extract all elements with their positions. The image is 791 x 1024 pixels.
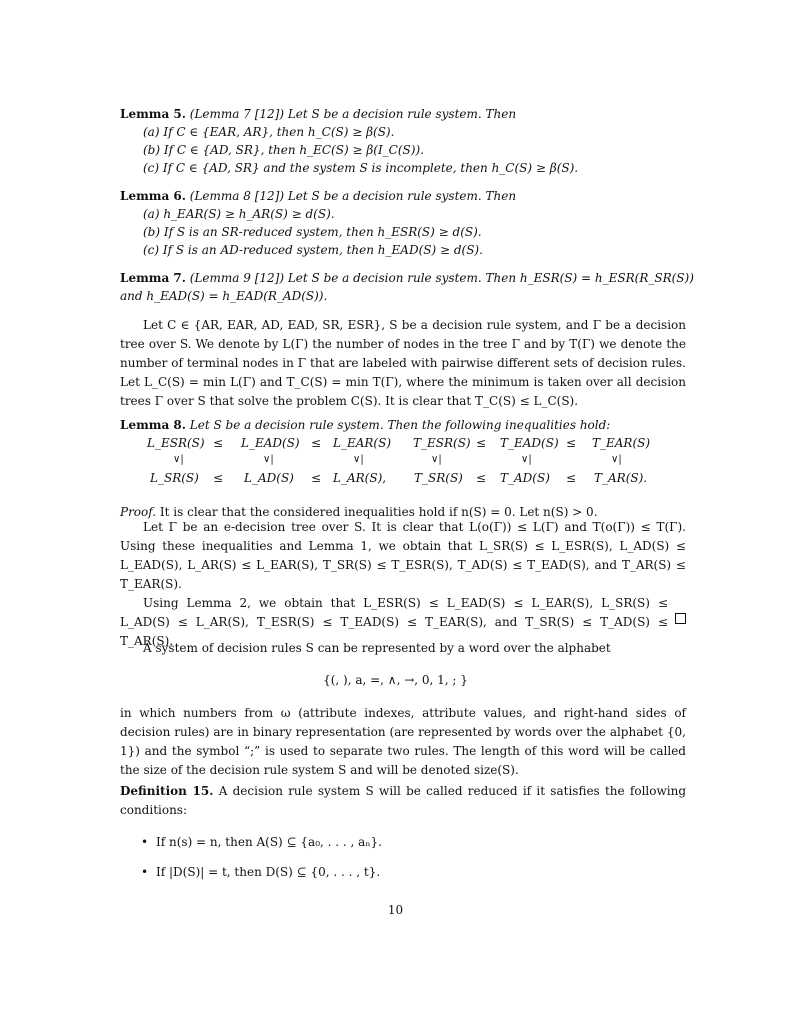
proof-label: Proof. xyxy=(120,505,157,519)
proof-first-line xyxy=(120,505,598,519)
lemma6-label: Lemma 6. xyxy=(120,189,186,203)
ineq-r1-c4: T_ESR(S) xyxy=(413,436,471,450)
lemma5-item-b: (b) If C ∈ {AD, SR}, then h_EC(S) ≥ β(I_C(S)). xyxy=(143,143,424,157)
ineq-rel-6: ∨| xyxy=(611,454,622,465)
ineq-r2-c4: T_SR(S) xyxy=(414,471,463,485)
bullet-icon: • xyxy=(141,835,149,849)
ineq-r2-c3: L_AR(S), xyxy=(333,471,387,485)
ineq-r2-c1: L_SR(S) xyxy=(150,471,199,485)
lemma8-intro: Let S be a decision rule system. Then the following inequalities hold: xyxy=(189,418,611,432)
paragraph-definitions: Let C ∈ {AR, EAR, AD, EAD, SR, ESR}, S be a decision rule system, and Γ be a decision tree over S. We denote by L(Γ) the number of nodes in the tree Γ and by T(Γ) we denote the number of terminal nodes in Γ that are labeled with pairwise different sets of decision rules. Let L_C(S) = min L(Γ) and T_C(S) = min T(Γ), where the minimum is taken over all decision trees Γ over S that solve the problem C(S). It is clear that T_C(S) ≤ L_C(S). xyxy=(120,318,686,408)
lemma6-item-a: (a) h_EAR(S) ≥ h_AR(S) ≥ d(S). xyxy=(143,207,335,221)
ineq-rel-1: ∨| xyxy=(173,454,184,465)
proof-paragraph-3: Using Lemma 2, we obtain that L_ESR(S) ≤ L_EAD(S) ≤ L_EAR(S), L_SR(S) ≤ L_AD(S) ≤ L_AR(S), T_ESR(S) ≤ T_EAD(S) ≤ T_EAR(S), and T_SR(S) ≤ T_AD(S) ≤ T_AR(S). xyxy=(120,596,668,648)
bullet-icon: • xyxy=(141,865,149,879)
paragraph-size-definition: in which numbers from ω (attribute indexes, attribute values, and right-hand sides of decision rules) are in binary representation (are represented by words over the alphabet {0, 1}) and the symbol “;” is used to separate two rules. The length of this word will be called the size of the decision rule system S and will be denoted size(S). xyxy=(120,706,686,777)
ineq-rel-4: ∨| xyxy=(431,454,442,465)
ineq-r2-op3: ≤ xyxy=(476,471,487,485)
ineq-r2-op1: ≤ xyxy=(213,471,224,485)
ineq-r1-op1: ≤ xyxy=(213,436,224,450)
page-number: 10 xyxy=(387,903,404,917)
lemma7-heading xyxy=(120,271,694,285)
ineq-rel-2: ∨| xyxy=(263,454,274,465)
definition15-label: Definition 15. xyxy=(120,784,214,798)
ineq-r1-op3: ≤ xyxy=(476,436,487,450)
lemma5-label: Lemma 5. xyxy=(120,107,186,121)
ineq-r2-c6: T_AR(S). xyxy=(594,471,648,485)
definition15 xyxy=(120,782,686,820)
ineq-rel-3: ∨| xyxy=(353,454,364,465)
ineq-r1-op2: ≤ xyxy=(311,436,322,450)
bullet-item-1: If n(s) = n, then A(S) ⊆ {a₀, . . . , aₙ}. xyxy=(156,835,382,849)
ineq-r1-c2: L_EAD(S) xyxy=(241,436,300,450)
proof-paragraph-2: Let Γ be an e-decision tree over S. It is clear that L(o(Γ)) ≤ L(Γ) and T(o(Γ)) ≤ T(Γ). Using these inequalities and Lemma 1, we obtain that L_SR(S) ≤ L_ESR(S), L_AD(S) ≤ L_EAD(S), L_AR(S) ≤ L_EAR(S), T_SR(S) ≤ T_ESR(S), T_AD(S) ≤ T_EAD(S), and T_AR(S) ≤ T_EAR(S). xyxy=(120,520,686,591)
lemma6-intro: (Lemma 8 [12]) Let S be a decision rule system. Then xyxy=(189,189,517,203)
ineq-r2-op4: ≤ xyxy=(566,471,577,485)
lemma7-line2: and h_EAD(S) = h_EAD(R_AD(S)). xyxy=(120,289,328,303)
definition15-text: A decision rule system S will be called reduced if it satisfies the following conditions: xyxy=(120,784,686,817)
ineq-r1-c3: L_EAR(S) xyxy=(333,436,392,450)
lemma6-item-c: (c) If S is an AD-reduced system, then h_EAD(S) ≥ d(S). xyxy=(143,243,483,257)
alphabet-formula: {(, ), a, =, ∧, →, 0, 1, ; } xyxy=(323,673,468,687)
lemma7-label: Lemma 7. xyxy=(120,271,186,285)
lemma6-heading xyxy=(120,189,516,203)
lemma5-item-a: (a) If C ∈ {EAR, AR}, then h_C(S) ≥ β(S). xyxy=(143,125,395,139)
paragraph-alphabet-intro: A system of decision rules S can be represented by a word over the alphabet xyxy=(143,641,611,655)
ineq-r1-c6: T_EAR(S) xyxy=(592,436,651,450)
lemma8-label: Lemma 8. xyxy=(120,418,186,432)
ineq-r1-op4: ≤ xyxy=(566,436,577,450)
ineq-r2-c2: L_AD(S) xyxy=(244,471,294,485)
lemma5-intro: (Lemma 7 [12]) Let S be a decision rule system. Then xyxy=(189,107,517,121)
ineq-r1-c5: T_EAD(S) xyxy=(500,436,559,450)
ineq-r1-c1: L_ESR(S) xyxy=(147,436,205,450)
ineq-r2-op2: ≤ xyxy=(311,471,322,485)
lemma5-heading xyxy=(120,107,516,121)
bullet-item-2: If |D(S)| = t, then D(S) ⊆ {0, . . . , t}. xyxy=(156,865,381,879)
ineq-r2-c5: T_AD(S) xyxy=(500,471,550,485)
lemma7-line1: (Lemma 9 [12]) Let S be a decision rule system. Then h_ESR(S) = h_ESR(R_SR(S)) xyxy=(189,271,694,285)
lemma8-heading xyxy=(120,418,610,432)
qed-box-icon xyxy=(675,613,686,624)
lemma5-item-c: (c) If C ∈ {AD, SR} and the system S is incomplete, then h_C(S) ≥ β(S). xyxy=(143,161,579,175)
lemma6-item-b: (b) If S is an SR-reduced system, then h_ESR(S) ≥ d(S). xyxy=(143,225,482,239)
proof-line1: It is clear that the considered inequalities hold if n(S) = 0. Let n(S) > 0. xyxy=(159,505,598,519)
ineq-rel-5: ∨| xyxy=(521,454,532,465)
